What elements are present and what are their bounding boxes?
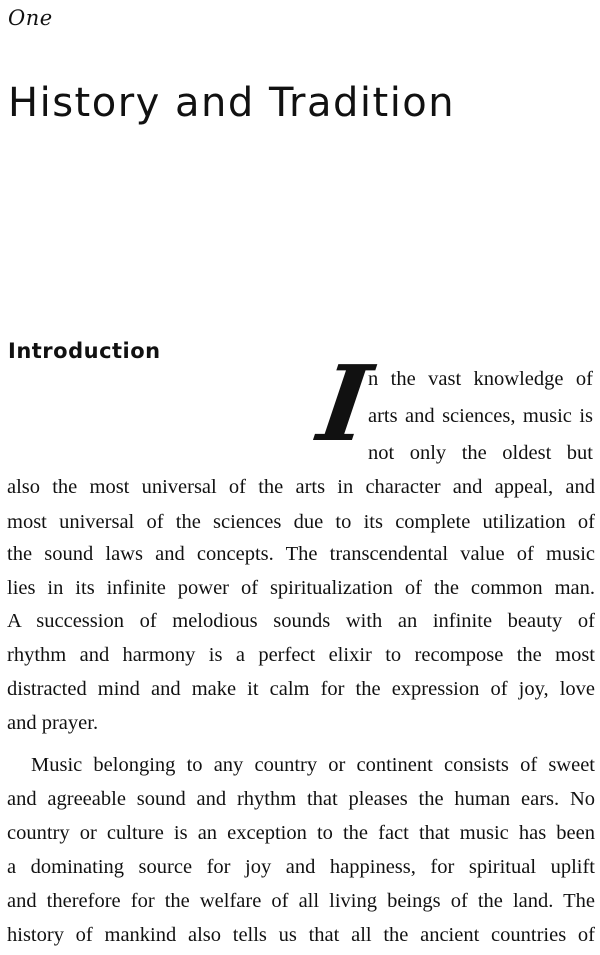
text-line: a dominating source for joy and happiness, for spiritual uplift — [7, 856, 595, 878]
text-line: country or culture is an exception to the fact that music has been — [7, 822, 595, 844]
text-line: n the vast knowledge of — [368, 368, 593, 390]
drop-cap: I — [311, 342, 378, 465]
text-line: also the most universal of the arts in character and appeal, and — [7, 476, 595, 498]
text-line: A succession of melodious sounds with an infinite beauty of — [7, 610, 595, 632]
text-line: and prayer. — [7, 712, 99, 734]
text-line: rhythm and harmony is a perfect elixir to recompose the most — [7, 644, 595, 666]
text-line: arts and sciences, music is — [368, 405, 593, 427]
section-heading: Introduction — [8, 339, 161, 364]
text-line: lies in its infinite power of spiritualization of the common man. — [7, 577, 595, 599]
text-line: the sound laws and concepts. The transcendental value of music — [7, 543, 595, 565]
text-line: and agreeable sound and rhythm that pleases the human ears. No — [7, 788, 595, 810]
text-line: most universal of the sciences due to its complete utilization of — [7, 511, 595, 533]
text-line: history of mankind also tells us that all the ancient countries of — [7, 924, 595, 946]
text-line: and therefore for the welfare of all living beings of the land. The — [7, 890, 595, 912]
text-line: Music belonging to any country or continent consists of sweet — [31, 754, 595, 776]
text-line: distracted mind and make it calm for the expression of joy, love — [7, 678, 595, 700]
chapter-title: History and Tradition — [8, 79, 456, 126]
chapter-number: One — [8, 6, 53, 30]
text-line: not only the oldest but — [368, 442, 593, 464]
